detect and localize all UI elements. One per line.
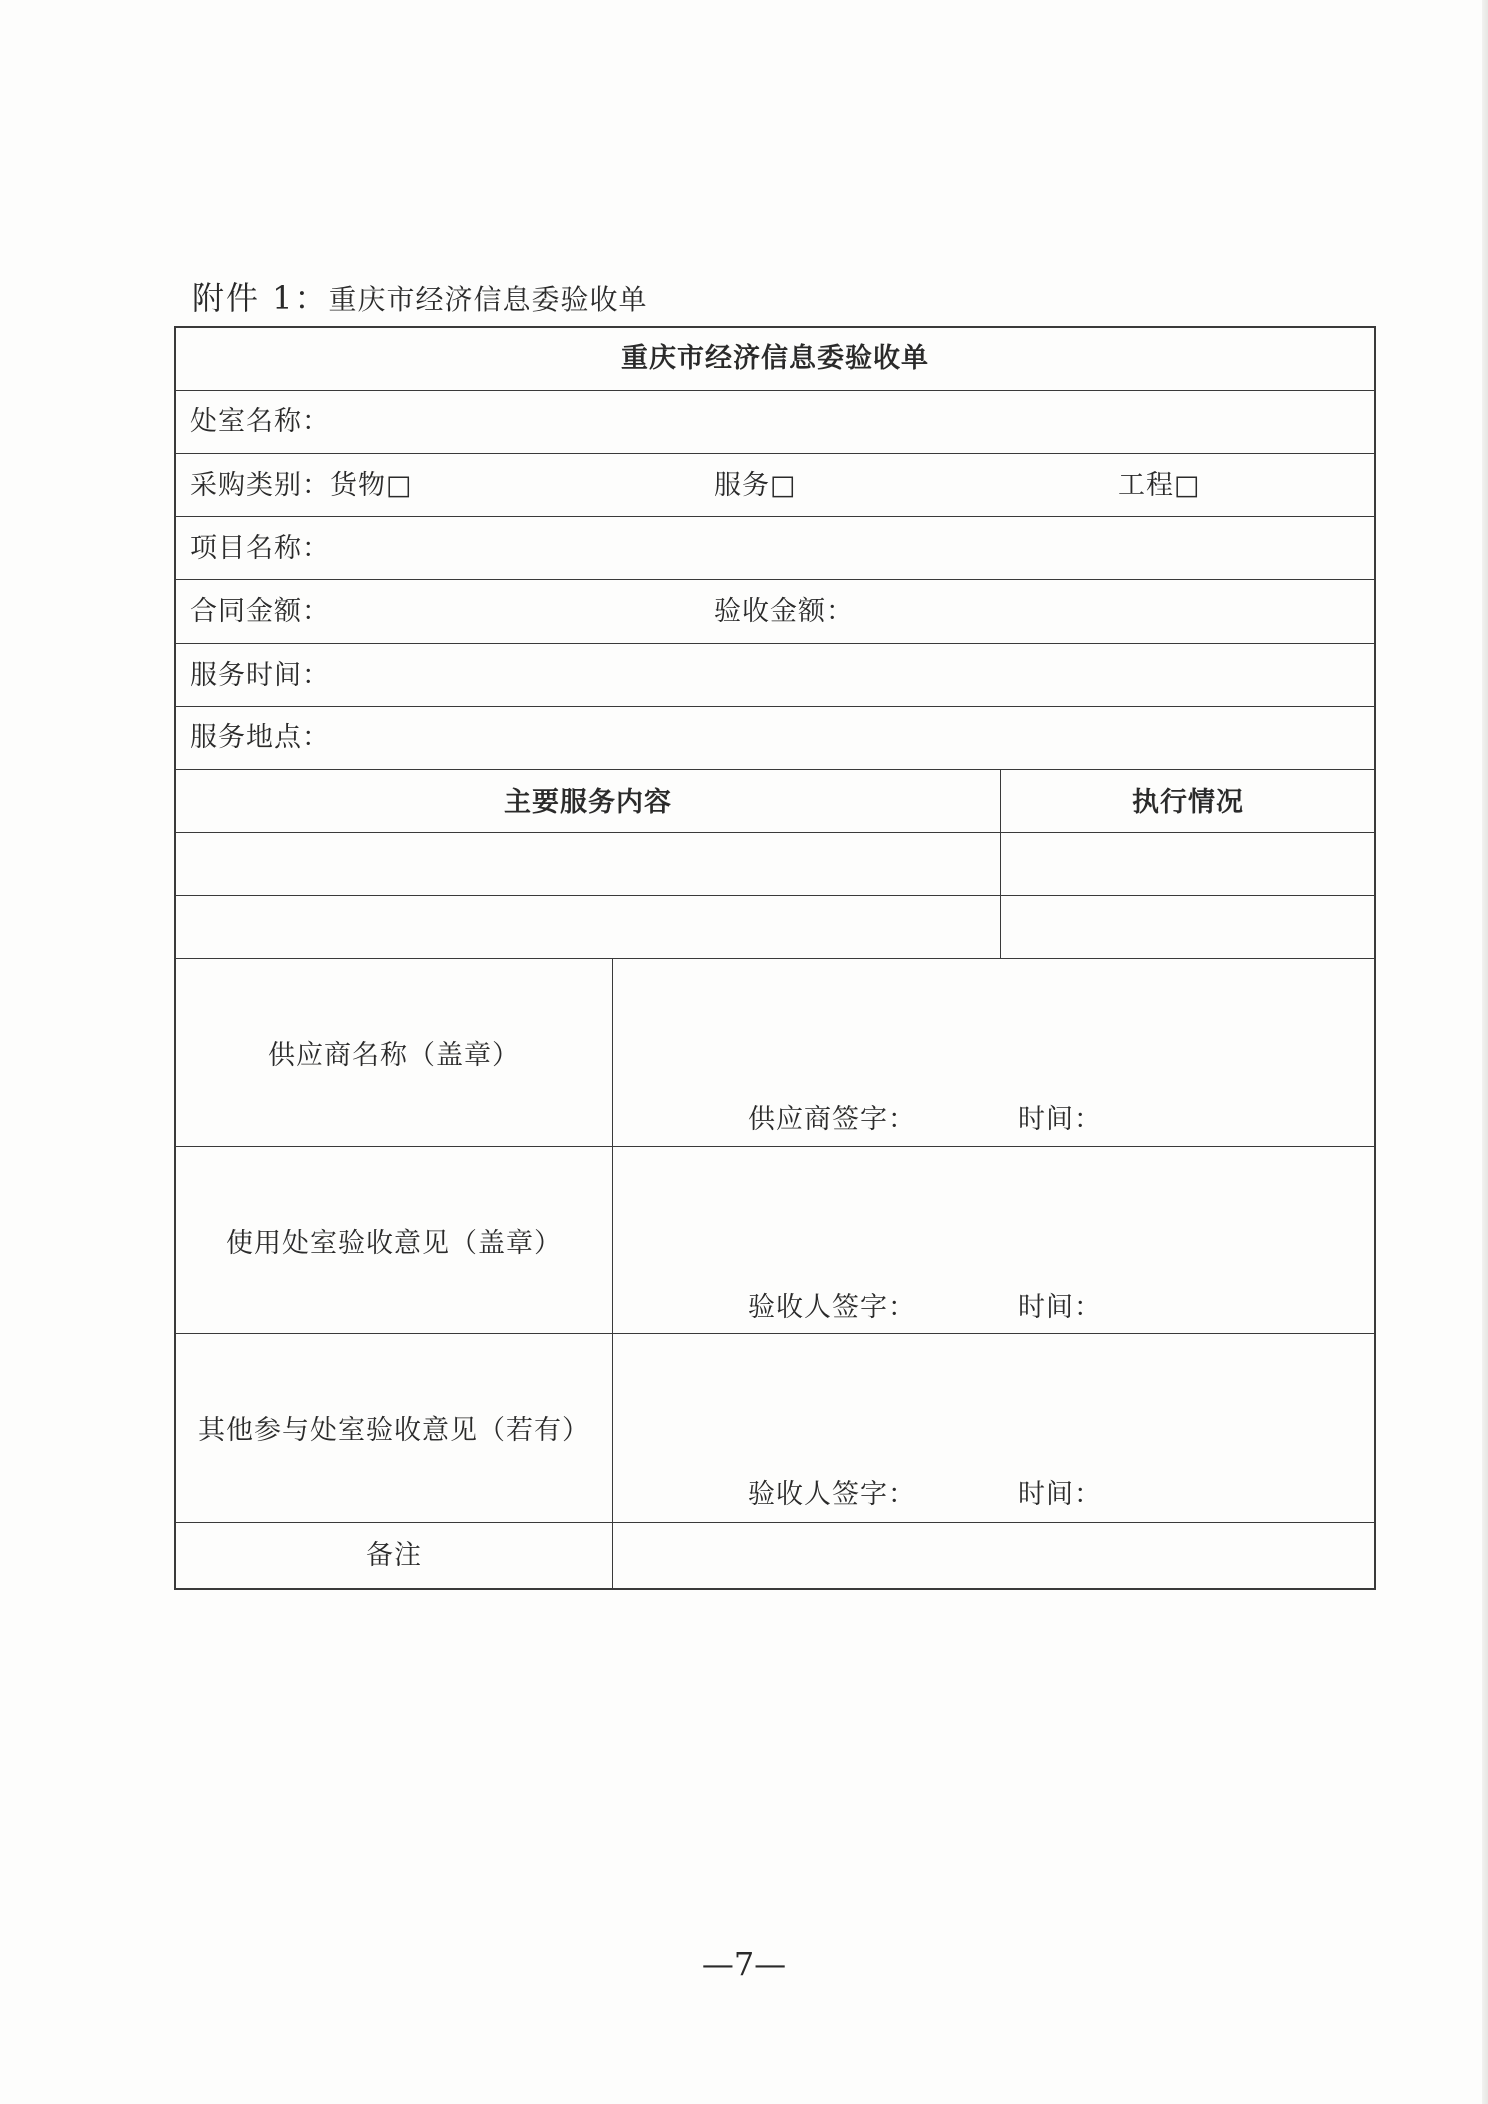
dept-label: 处室名称：: [190, 406, 330, 437]
other-dept-label: 其他参与处室验收意见（若有）: [198, 1415, 590, 1446]
service-time-row: [176, 644, 1374, 707]
purchase-service-option[interactable]: 服务□: [714, 470, 797, 501]
form-title-row: [176, 328, 1374, 391]
status-cell[interactable]: [1002, 896, 1374, 958]
column-divider: [1000, 770, 1001, 832]
other-dept-row: [176, 1334, 1374, 1523]
supplier-label: 供应商名称（盖章）: [268, 1040, 520, 1071]
supplier-row: [176, 959, 1374, 1147]
column-divider: [612, 1523, 613, 1588]
content-row: [176, 833, 1374, 896]
user-dept-label: 使用处室验收意见（盖章）: [226, 1228, 562, 1259]
user-dept-row: [176, 1147, 1374, 1334]
remarks-row: [176, 1523, 1374, 1588]
amount-row: [176, 580, 1374, 644]
attachment-label: 附件 1：: [192, 279, 329, 317]
column-divider: [612, 1147, 613, 1333]
page-number: —7—: [701, 1945, 787, 1983]
status-header: 执行情况: [1132, 787, 1244, 818]
content-header-row: [176, 770, 1374, 833]
purchase-type-row: [176, 454, 1374, 517]
project-label: 项目名称：: [190, 533, 330, 564]
column-divider: [612, 1334, 613, 1522]
contract-amount-label: 合同金额：: [190, 596, 330, 627]
column-divider: [1000, 896, 1001, 958]
project-row: [176, 517, 1374, 580]
content-cell[interactable]: [176, 896, 1000, 958]
attachment-header: [192, 278, 648, 324]
supplier-time-label: 时间：: [1018, 1104, 1102, 1135]
column-divider: [1000, 833, 1001, 895]
purchase-goods-option[interactable]: 采购类别：货物□: [190, 470, 413, 501]
status-cell[interactable]: [1002, 833, 1374, 895]
purchase-engineering-option[interactable]: 工程□: [1118, 470, 1201, 501]
user-dept-time-label: 时间：: [1018, 1292, 1102, 1323]
page-edge-shadow: [1482, 0, 1488, 2104]
content-header: 主要服务内容: [504, 787, 672, 818]
service-place-row: [176, 707, 1374, 770]
column-divider: [612, 959, 613, 1146]
attachment-subtitle: 重庆市经济信息委验收单: [328, 283, 648, 316]
form-title: 重庆市经济信息委验收单: [621, 343, 929, 374]
remarks-label: 备注: [366, 1540, 422, 1571]
content-row: [176, 896, 1374, 959]
remarks-cell[interactable]: [614, 1523, 1374, 1587]
service-place-label: 服务地点：: [190, 722, 330, 753]
acceptance-form: [174, 326, 1376, 1590]
user-dept-sign-label: 验收人签字：: [748, 1292, 916, 1323]
acceptance-amount-label: 验收金额：: [714, 596, 854, 627]
service-time-label: 服务时间：: [190, 660, 330, 691]
dept-row: [176, 391, 1374, 454]
supplier-sign-label: 供应商签字：: [748, 1104, 916, 1135]
other-dept-sign-label: 验收人签字：: [748, 1479, 916, 1510]
content-cell[interactable]: [176, 833, 1000, 895]
other-dept-time-label: 时间：: [1018, 1479, 1102, 1510]
